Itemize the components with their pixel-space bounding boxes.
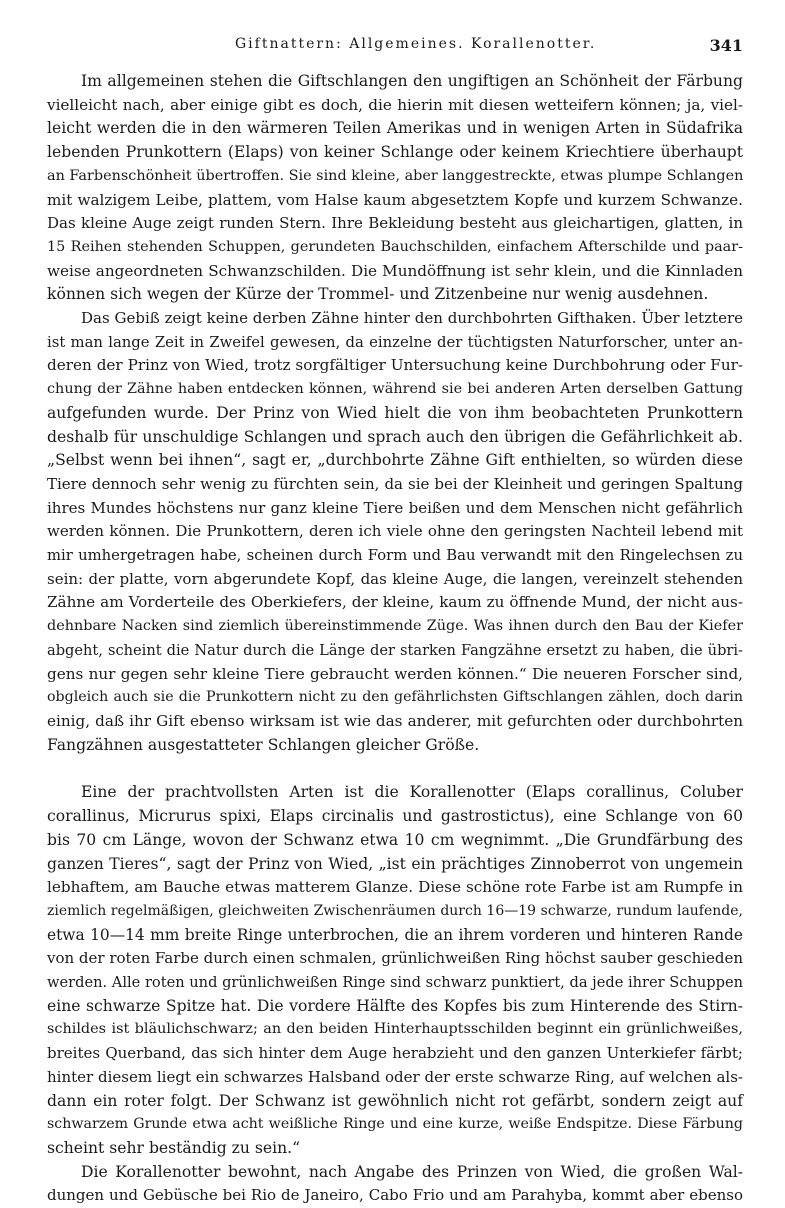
paragraph-general-coloration [47, 70, 743, 307]
text-line: mit walzigem Leibe, plattem, vom Halse kaum abgesetztem Kopfe und kurzem Schwanze. [47, 190, 743, 209]
text-line: ihres Mundes höchstens nur ganz kleine Tiere beißen und dem Menschen nicht gefährlich [47, 498, 743, 517]
text-line: schildes ist bläulichschwarz; an den beiden Hinterhauptsschilden beginnt ein grünlichweißes, [47, 1021, 743, 1038]
text-line: können sich wegen der Kürze der Trommel- und Zitzenbeine nur wenig ausdehnen. [47, 285, 709, 304]
text-line: chung der Zähne haben entdecken können, während sie bei anderen Arten derselben Gattung [47, 381, 743, 398]
text-line: Im allgemeinen stehen die Giftschlangen den ungiftigen an Schönheit der Färbung [81, 72, 743, 90]
text-line: Eine der prachtvollsten Arten ist die Korallenotter (Elaps corallinus, Coluber [81, 783, 743, 802]
text-line: aufgefunden wurde. Der Prinz von Wied hielt die von ihm beobachteten Prunkottern [47, 403, 743, 422]
text-line: ganzen Tieres“, sagt der Prinz von Wied, „ist ein prächtiges Zinnoberrot von ungemein [47, 854, 743, 873]
text-line: corallinus, Micrurus spixi, Elaps circinalis und gastrostictus), eine Schlange von 60 [47, 807, 743, 826]
text-line: scheint sehr beständig zu sein.“ [47, 1138, 301, 1157]
text-line: dehnbare Nacken sind ziemlich übereinstimmende Züge. Was ihnen durch den Bau der Kiefer [47, 618, 743, 635]
text-line: leicht werden die in den wärmeren Teilen Amerikas und in wenigen Arten in Südafrika [47, 119, 743, 138]
text-line: etwa 10—14 mm breite Ringe unterbrochen, die an ihrem vorderen und hinteren Rande [47, 925, 743, 944]
text-line: mir umhergetragen habe, scheinen durch Form und Bau verwandt mit den Ringelechsen zu [47, 547, 743, 565]
text-line: gens nur gegen sehr kleine Tiere gebraucht werden können.“ Die neueren Forscher sind, [47, 664, 743, 683]
text-line: schwarzem Grunde etwa acht weißliche Ringe und eine kurze, weiße Endspitze. Diese Färbung [47, 1116, 743, 1133]
text-line: einig, daß ihr Gift ebenso wirksam ist wie das anderer, mit gefurchten oder durchbohrten [47, 711, 743, 730]
text-line: dann ein roter folgt. Der Schwanz ist gewöhnlich nicht rot gefärbt, sondern zeigt auf [47, 1091, 743, 1110]
text-line: deren der Prinz von Wied, trotz sorgfältiger Untersuchung keine Durchbohrung oder Fur- [47, 356, 743, 375]
text-line: hinter diesem liegt ein schwarzes Halsband oder der erste schwarze Ring, auf welchen als- [47, 1067, 743, 1086]
text-line: Zähne am Vorderteile des Oberkiefers, der kleine, kaum zu öffnende Mund, der nicht aus- [47, 593, 743, 612]
text-line: werden können. Die Prunkottern, deren ich viele ohne den geringsten Nachteil lebend mit [47, 522, 743, 541]
text-line: deshalb für unschuldige Schlangen und sprach auch den übrigen die Gefährlichkeit ab. [47, 427, 743, 446]
text-line: ziemlich regelmäßigen, gleichweiten Zwischenräumen durch 16—19 schwarze, rundum laufende, [47, 902, 743, 919]
text-line: abgeht, scheint die Natur durch die Länge der starken Fangzähne ersetzt zu haben, die übri- [47, 641, 743, 659]
text-line: Die Korallenotter bewohnt, nach Angabe des Prinzen von Wied, die großen Wal- [81, 1162, 743, 1181]
text-line: Das Gebiß zeigt keine derben Zähne hinter den durchbohrten Gifthaken. Über letztere [81, 309, 743, 328]
text-line: lebenden Prunkottern (Elaps) von keiner Schlange oder keinem Kriechtiere überhaupt [47, 143, 743, 162]
text-line: eine schwarze Spitze hat. Die vordere Hälfte des Kopfes bis zum Hinterende des Stirn- [47, 996, 743, 1015]
text-line: Fangzähnen ausgestatteter Schlangen gleicher Größe. [47, 735, 480, 754]
text-line: 15 Reihen stehenden Schuppen, gerundeten Bauchschilden, einfachem Afterschilde und paar- [47, 238, 743, 255]
text-line: dungen und Gebüsche bei Rio de Janeiro, Cabo Frio und am Parahyba, kommt aber ebenso [47, 1186, 743, 1205]
text-line: weise angeordneten Schwanzschilden. Die Mundöffnung ist sehr klein, und die Kinnladen [47, 261, 743, 280]
text-line: werden. Alle roten und grünlichweißen Ringe sind schwarz punktiert, da jede ihrer Schuppen [47, 974, 743, 992]
paragraph-habitat [47, 1161, 743, 1208]
text-line: obgleich auch sie die Prunkottern nicht zu den gefährlichsten Giftschlangen zählen, doch darin [47, 689, 743, 706]
text-line: breites Querband, das sich hinter dem Auge herabzieht und den ganzen Unterkiefer färbt; [47, 1044, 743, 1063]
running-head [47, 30, 743, 60]
text-line: an Farbenschönheit übertroffen. Sie sind kleine, aber langgestreckte, etwas plumpe Schlangen [47, 167, 744, 184]
text-line: Das kleine Auge zeigt runden Stern. Ihre Bekleidung besteht aus gleichartigen, glatten, in [47, 214, 743, 233]
text-line: bis 70 cm Länge, wovon der Schwanz etwa 10 cm wegnimmt. „Die Grundfärbung des [47, 830, 743, 849]
text-line: vielleicht nach, aber einige gibt es doch, die hierin mit diesen wetteifern können; ja, viel- [47, 95, 743, 114]
running-title: Giftnattern: Allgemeines. Korallenotter. [235, 36, 597, 52]
text-line: von der roten Farbe durch einen schmalen, grünlichweißen Ring höchst sauber geschieden [47, 949, 744, 968]
page-number: 341 [709, 36, 743, 55]
book-page [47, 30, 743, 1208]
text-line: ist man lange Zeit in Zweifel gewesen, da einzelne der tüchtigsten Naturforscher, unter an- [47, 333, 743, 351]
text-line: sein: der platte, vorn abgerundete Kopf, das kleine Auge, die langen, vereinzelt stehenden [47, 569, 743, 588]
paragraph-dentition [47, 307, 743, 757]
text-line: Tiere dennoch sehr wenig zu fürchten sein, da sie bei der Kleinheit und geringen Spaltung [47, 474, 743, 493]
text-line: lebhaftem, am Bauche etwas matterem Glanze. Diese schöne rote Farbe ist am Rumpfe in [47, 878, 743, 897]
text-line: „Selbst wenn bei ihnen“, sagt er, „durchbohrte Zähne Gift enthielten, so würden diese [47, 451, 743, 470]
paragraph-korallenotter [47, 781, 743, 1160]
